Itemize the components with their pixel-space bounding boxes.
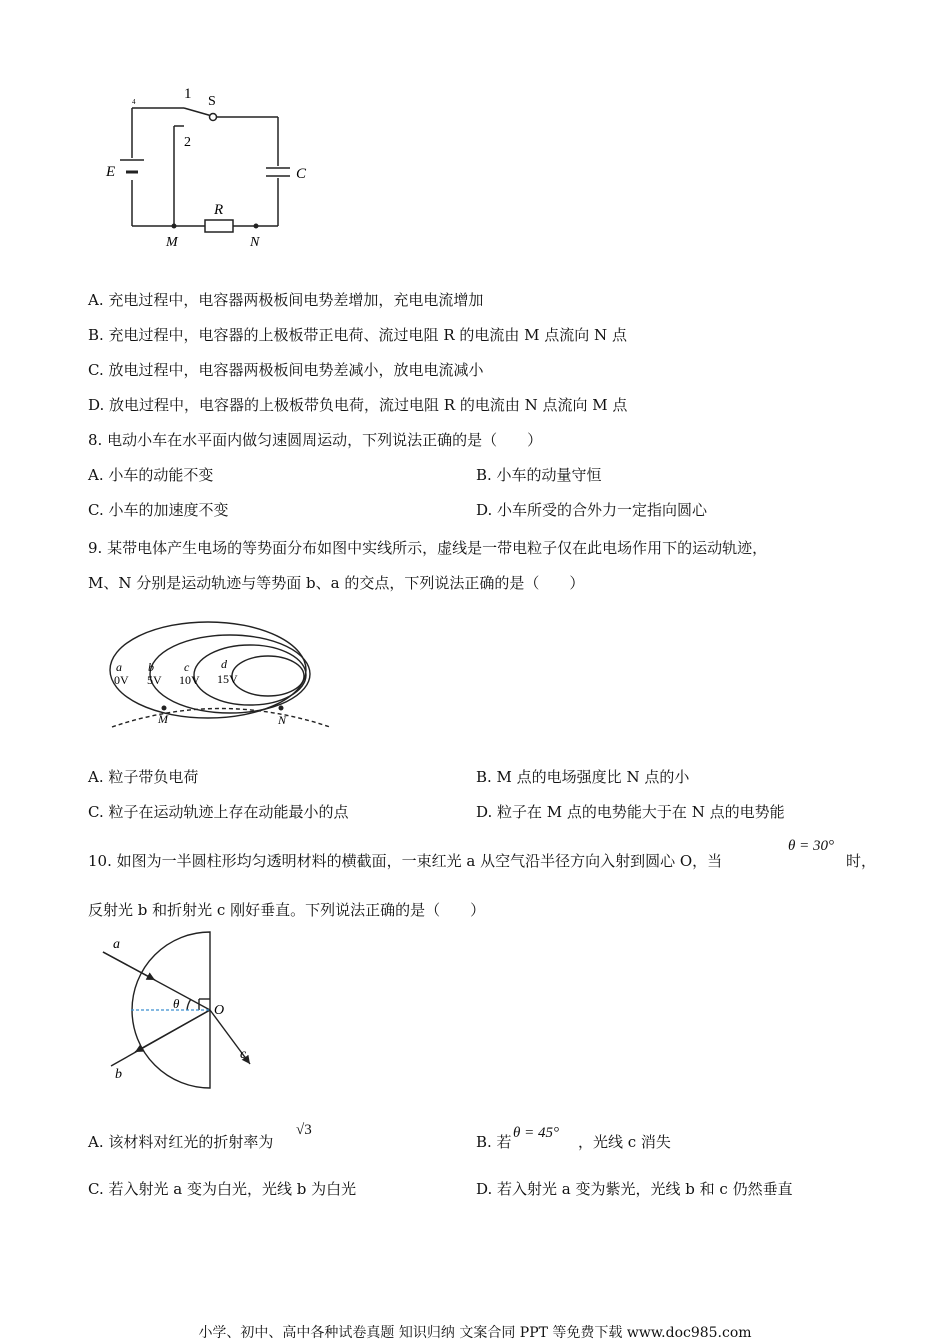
- label-c: c: [240, 1047, 247, 1062]
- label-N: N: [278, 713, 287, 727]
- q9-stem-line2: M、N 分别是运动轨迹与等势面 b、a 的交点，下列说法正确的是（ ）: [88, 574, 585, 592]
- label-E: E: [106, 164, 116, 180]
- q10-stem-math: θ = 30°: [788, 838, 834, 854]
- q10-stem-line2: 反射光 b 和折射光 c 刚好垂直。下列说法正确的是（ ）: [88, 901, 486, 919]
- label-2: 2: [184, 135, 191, 150]
- label-M: M: [166, 235, 178, 250]
- q7-option-c: C. 放电过程中，电容器两极板间电势差减小，放电电流减小: [88, 361, 484, 379]
- q10-option-c: C. 若入射光 a 变为白光，光线 b 为白光: [88, 1180, 357, 1198]
- label-O: O: [214, 1003, 225, 1018]
- page-footer: 小学、初中、高中各种试卷真题 知识归纳 文案合同 PPT 等免费下载 www.doc985.com: [198, 1325, 752, 1341]
- label-N: N: [250, 235, 260, 250]
- label-1: 1: [184, 86, 192, 102]
- label-C: C: [296, 166, 307, 182]
- label-4: 4: [132, 98, 136, 106]
- q10-option-a: A. 该材料对红光的折射率为: [88, 1133, 274, 1151]
- q10-option-d: D. 若入射光 a 变为紫光，光线 b 和 c 仍然垂直: [476, 1180, 793, 1198]
- label-M: M: [158, 712, 168, 726]
- val-d: 15V: [217, 672, 238, 686]
- q10-option-a-math: √3: [296, 1122, 312, 1138]
- q10-option-b-post: ，光线 c 消失: [578, 1133, 671, 1151]
- q10-stem-line1: [88, 851, 722, 871]
- q7-option-b: B. 充电过程中，电容器的上极板带正电荷、流过电阻 R 的电流由 M 点流向 N 点: [88, 326, 627, 344]
- q9-stem-line1: 9. 某带电体产生电场的等势面分布如图中实线所示，虚线是一带电粒子仅在此电场作用下的运动轨迹，: [88, 539, 768, 557]
- q9-option-b: B. M 点的电场强度比 N 点的小: [476, 768, 690, 786]
- q8-stem: 8. 电动小车在水平面内做匀速圆周运动，下列说法正确的是（ ）: [88, 431, 543, 449]
- label-S: S: [208, 94, 216, 109]
- q9-option-a: A. 粒子带负电荷: [88, 768, 199, 786]
- q8-option-c: C. 小车的加速度不变: [88, 501, 229, 519]
- q8-option-a: A. 小车的动能不变: [88, 466, 214, 484]
- label-a: a: [113, 937, 120, 952]
- label-R: R: [214, 202, 224, 218]
- label-d: d: [221, 657, 227, 671]
- val-c: 10V: [179, 673, 200, 687]
- label-c: c: [184, 660, 190, 674]
- val-a: 0V: [114, 673, 129, 687]
- label-b: b: [148, 660, 154, 674]
- q10-option-b-pre: B. 若: [476, 1133, 512, 1151]
- q7-option-a: A. 充电过程中，电容器两极板间电势差增加，充电电流增加: [88, 291, 484, 309]
- q7-option-d: D. 放电过程中，电容器的上极板带负电荷，流过电阻 R 的电流由 N 点流向 M 点: [88, 396, 628, 414]
- q8-option-b: B. 小车的动量守恒: [476, 466, 602, 484]
- label-theta: θ: [173, 996, 180, 1011]
- val-b: 5V: [147, 673, 162, 687]
- q10-option-b-math: θ = 45°: [513, 1125, 559, 1141]
- label-b: b: [115, 1067, 122, 1082]
- q10-stem-text-b: 时，: [846, 852, 877, 870]
- semicircle-refraction-diagram: [95, 930, 265, 1090]
- q9-option-d: D. 粒子在 M 点的电势能大于在 N 点的电势能: [476, 803, 785, 821]
- circuit-diagram: [100, 80, 320, 250]
- q8-option-d: D. 小车所受的合外力一定指向圆心: [476, 501, 708, 519]
- equipotential-diagram: [100, 620, 340, 740]
- label-a: a: [116, 660, 122, 674]
- q10-stem-text-a: 10. 如图为一半圆柱形均匀透明材料的横截面，一束红光 a 从空气沿半径方向入射到圆心 O，当: [88, 852, 723, 870]
- q9-option-c: C. 粒子在运动轨迹上存在动能最小的点: [88, 803, 349, 821]
